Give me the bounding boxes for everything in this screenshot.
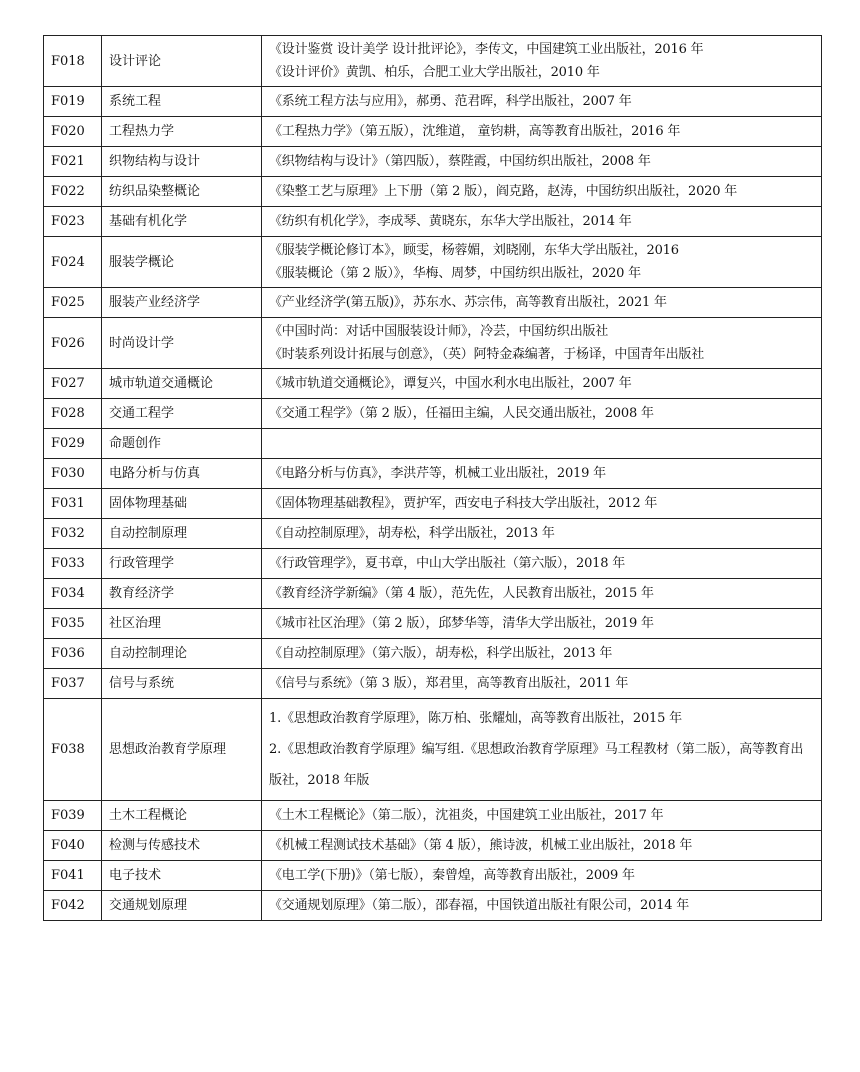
- reference-book-entry: 1.《思想政治教育学原理》，陈万柏、张耀灿，高等教育出版社，2015 年: [269, 711, 682, 726]
- reference-books-cell: [262, 318, 822, 369]
- reference-books-cell: [262, 669, 822, 699]
- reference-books-cell: [262, 87, 822, 117]
- reference-book-entry: 《自动控制原理》，胡寿松，科学出版社，2013 年: [269, 526, 555, 541]
- reference-book-table: [43, 35, 822, 921]
- reference-book-entry: 《自动控制原理》（第六版），胡寿松，科学出版社，2013 年: [269, 646, 613, 661]
- course-code-cell: F020: [44, 117, 102, 147]
- reference-book-entry: 《电工学(下册)》（第七版），秦曾煌，高等教育出版社，2009 年: [269, 868, 635, 883]
- reference-book-entry: 2.《思想政治教育学原理》编写组.《思想政治教育学原理》马工程教材（第二版），高等教育出版社，2018 年版: [269, 742, 804, 788]
- course-code-cell: F023: [44, 207, 102, 237]
- reference-book-entry: 《城市轨道交通概论》，谭复兴，中国水利水电出版社，2007 年: [269, 376, 632, 391]
- reference-books-cell: [262, 177, 822, 207]
- reference-books-cell: [262, 489, 822, 519]
- subject-name-cell: 社区治理: [102, 609, 262, 639]
- subject-name-cell: 纺织品染整概论: [102, 177, 262, 207]
- reference-book-entry: 《中国时尚：对话中国服装设计师》，冷芸，中国纺织出版社: [269, 324, 609, 339]
- table-row: [44, 519, 822, 549]
- course-code-cell: F030: [44, 459, 102, 489]
- subject-name-cell: 电子技术: [102, 861, 262, 891]
- reference-books-cell: [262, 369, 822, 399]
- table-row: [44, 801, 822, 831]
- subject-name-cell: 设计评论: [102, 36, 262, 87]
- table-row: [44, 549, 822, 579]
- subject-name-cell: 时尚设计学: [102, 318, 262, 369]
- table-row: [44, 699, 822, 801]
- table-row: [44, 87, 822, 117]
- course-code-cell: F027: [44, 369, 102, 399]
- subject-name-cell: 交通工程学: [102, 399, 262, 429]
- table-row: [44, 147, 822, 177]
- subject-name-cell: 工程热力学: [102, 117, 262, 147]
- reference-books-cell: [262, 117, 822, 147]
- reference-book-entry: 《工程热力学》（第五版），沈维道， 童钧耕，高等教育出版社，2016 年: [269, 124, 681, 139]
- reference-books-cell: [262, 831, 822, 861]
- course-code-cell: F033: [44, 549, 102, 579]
- subject-name-cell: 服装学概论: [102, 237, 262, 288]
- course-code-cell: F019: [44, 87, 102, 117]
- course-code-cell: F028: [44, 399, 102, 429]
- subject-name-cell: 服装产业经济学: [102, 288, 262, 318]
- reference-books-cell: [262, 579, 822, 609]
- course-code-cell: F040: [44, 831, 102, 861]
- reference-book-entry: 《织物结构与设计》（第四版），蔡陛霞，中国纺织出版社，2008 年: [269, 154, 651, 169]
- reference-book-entry: 《时装系列设计拓展与创意》，（英）阿特金森编著，于杨译，中国青年出版社: [269, 347, 705, 362]
- table-body: [44, 36, 822, 921]
- reference-books-cell: [262, 399, 822, 429]
- reference-books-cell: [262, 699, 822, 801]
- table-row: [44, 429, 822, 459]
- reference-book-entry: 《机械工程测试技术基础》（第 4 版），熊诗波，机械工业出版社，2018 年: [269, 838, 693, 853]
- table-row: [44, 609, 822, 639]
- course-code-cell: F025: [44, 288, 102, 318]
- reference-book-entry: 《教育经济学新编》（第 4 版），范先佐，人民教育出版社，2015 年: [269, 586, 654, 601]
- reference-books-cell: [262, 207, 822, 237]
- subject-name-cell: 交通规划原理: [102, 891, 262, 921]
- reference-books-cell: [262, 429, 822, 459]
- reference-book-entry: 《交通工程学》（第 2 版），任福田主编，人民交通出版社，2008 年: [269, 406, 654, 421]
- course-code-cell: F041: [44, 861, 102, 891]
- table-row: [44, 318, 822, 369]
- course-code-cell: F021: [44, 147, 102, 177]
- reference-books-cell: [262, 147, 822, 177]
- subject-name-cell: 系统工程: [102, 87, 262, 117]
- subject-name-cell: 固体物理基础: [102, 489, 262, 519]
- reference-book-entry: 《系统工程方法与应用》，郝勇、范君晖，科学出版社，2007 年: [269, 94, 632, 109]
- course-code-cell: F024: [44, 237, 102, 288]
- subject-name-cell: 思想政治教育学原理: [102, 699, 262, 801]
- subject-name-cell: 检测与传感技术: [102, 831, 262, 861]
- table-row: [44, 639, 822, 669]
- course-code-cell: F037: [44, 669, 102, 699]
- course-code-cell: F032: [44, 519, 102, 549]
- table-row: [44, 369, 822, 399]
- reference-books-cell: [262, 237, 822, 288]
- course-code-cell: F038: [44, 699, 102, 801]
- subject-name-cell: 自动控制理论: [102, 639, 262, 669]
- reference-book-entry: 《行政管理学》，夏书章，中山大学出版社（第六版），2018 年: [269, 556, 626, 571]
- reference-book-entry: 《设计评价》黄凯、柏乐，合肥工业大学出版社，2010 年: [269, 65, 600, 80]
- reference-books-cell: [262, 801, 822, 831]
- reference-book-entry: 《土木工程概论》（第二版），沈祖炎，中国建筑工业出版社，2017 年: [269, 808, 664, 823]
- reference-book-entry: 《染整工艺与原理》上下册（第 2 版），阎克路，赵涛，中国纺织出版社，2020 年: [269, 184, 738, 199]
- course-code-cell: F042: [44, 891, 102, 921]
- reference-books-cell: [262, 519, 822, 549]
- course-code-cell: F036: [44, 639, 102, 669]
- subject-name-cell: 行政管理学: [102, 549, 262, 579]
- reference-books-cell: [262, 459, 822, 489]
- reference-books-cell: [262, 861, 822, 891]
- course-code-cell: F035: [44, 609, 102, 639]
- reference-book-entry: 《交通规划原理》（第二版），邵春福，中国铁道出版社有限公司，2014 年: [269, 898, 690, 913]
- course-code-cell: F039: [44, 801, 102, 831]
- subject-name-cell: 城市轨道交通概论: [102, 369, 262, 399]
- reference-book-entry: 《服装学概论修订本》，顾雯，杨蓉媚，刘晓刚，东华大学出版社，2016: [269, 243, 679, 258]
- course-code-cell: F031: [44, 489, 102, 519]
- reference-book-entry: 《信号与系统》（第 3 版），郑君里，高等教育出版社，2011 年: [269, 676, 629, 691]
- subject-name-cell: 土木工程概论: [102, 801, 262, 831]
- course-code-cell: F018: [44, 36, 102, 87]
- reference-book-entry: 《电路分析与仿真》，李洪芹等，机械工业出版社，2019 年: [269, 466, 606, 481]
- table-row: [44, 669, 822, 699]
- table-row: [44, 177, 822, 207]
- table-row: [44, 579, 822, 609]
- reference-book-entry: 《纺织有机化学》，李成琴、黄晓东，东华大学出版社，2014 年: [269, 214, 632, 229]
- table-row: [44, 207, 822, 237]
- reference-books-cell: [262, 549, 822, 579]
- subject-name-cell: 电路分析与仿真: [102, 459, 262, 489]
- table-row: [44, 489, 822, 519]
- subject-name-cell: 教育经济学: [102, 579, 262, 609]
- reference-book-entry: 《产业经济学(第五版)》，苏东水、苏宗伟，高等教育出版社，2021 年: [269, 295, 667, 310]
- subject-name-cell: 命题创作: [102, 429, 262, 459]
- reference-book-entry: 《固体物理基础教程》，贾护军，西安电子科技大学出版社，2012 年: [269, 496, 658, 511]
- table-row: [44, 36, 822, 87]
- table-row: [44, 117, 822, 147]
- reference-books-cell: [262, 609, 822, 639]
- table-row: [44, 459, 822, 489]
- reference-book-entry: 《服装概论（第 2 版）》，华梅、周梦，中国纺织出版社，2020 年: [269, 266, 641, 281]
- table-row: [44, 399, 822, 429]
- table-row: [44, 831, 822, 861]
- table-row: [44, 237, 822, 288]
- course-code-cell: F022: [44, 177, 102, 207]
- reference-books-cell: [262, 639, 822, 669]
- subject-name-cell: 织物结构与设计: [102, 147, 262, 177]
- course-code-cell: F034: [44, 579, 102, 609]
- subject-name-cell: 信号与系统: [102, 669, 262, 699]
- reference-books-cell: [262, 288, 822, 318]
- subject-name-cell: 基础有机化学: [102, 207, 262, 237]
- course-code-cell: F029: [44, 429, 102, 459]
- table-row: [44, 891, 822, 921]
- reference-book-entry: 《城市社区治理》（第 2 版），邱梦华等，清华大学出版社，2019 年: [269, 616, 654, 631]
- reference-books-cell: [262, 891, 822, 921]
- course-code-cell: F026: [44, 318, 102, 369]
- subject-name-cell: 自动控制原理: [102, 519, 262, 549]
- reference-book-entry: 《设计鉴赏 设计美学 设计批评论》，李传文，中国建筑工业出版社，2016 年: [269, 42, 704, 57]
- table-row: [44, 861, 822, 891]
- table-row: [44, 288, 822, 318]
- reference-books-cell: [262, 36, 822, 87]
